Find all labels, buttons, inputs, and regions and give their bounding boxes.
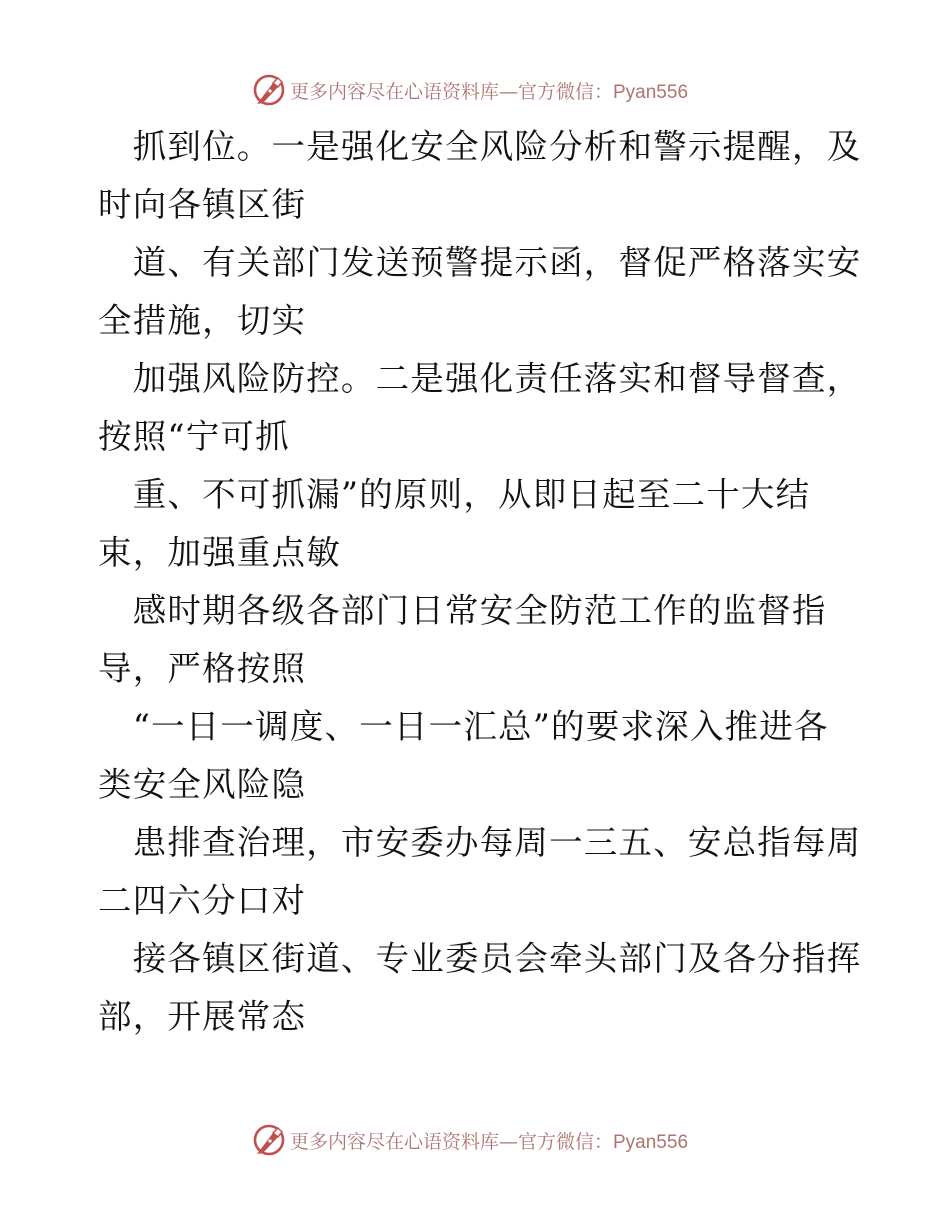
text-line: 患排查治理，市安委办每周一三五、安总指每周 [98,823,862,862]
text-line: 部，开展常态 [98,997,307,1036]
pen-logo-icon [252,73,286,107]
text-line: 二四六分口对 [98,881,307,920]
watermark-text: 更多内容尽在心语资料库—官方微信： [289,1130,613,1153]
text-line: 时向各镇区街 [98,185,307,224]
text-line: 接各镇区街道、专业委员会牵头部门及各分指挥 [98,939,862,978]
pen-logo-icon [252,1123,286,1157]
watermark-header [0,73,950,107]
text-line: 道、有关部门发送预警提示函，督促严格落实安 [98,243,862,282]
text-line: 感时期各级各部门日常安全防范工作的监督指 [98,591,827,630]
text-line: 重、不可抓漏”的原则，从即日起至二十大结 [98,475,811,514]
text-line: “一日一调度、一日一汇总”的要求深入推进各 [98,707,829,746]
text-line: 按照“宁可抓 [98,417,290,456]
watermark-footer [0,1123,950,1157]
watermark-text: 更多内容尽在心语资料库—官方微信： [289,80,613,103]
watermark-id: Pyan556 [613,1131,689,1153]
text-line: 导，严格按照 [98,649,307,688]
text-line: 全措施，切实 [98,301,307,340]
text-line: 抓到位。一是强化安全风险分析和警示提醒，及 [98,127,862,166]
text-line: 加强风险防控。二是强化责任落实和督导督查， [98,359,862,398]
watermark-id: Pyan556 [613,81,689,103]
text-line: 束，加强重点敏 [98,533,341,572]
text-line: 类安全风险隐 [98,765,307,804]
